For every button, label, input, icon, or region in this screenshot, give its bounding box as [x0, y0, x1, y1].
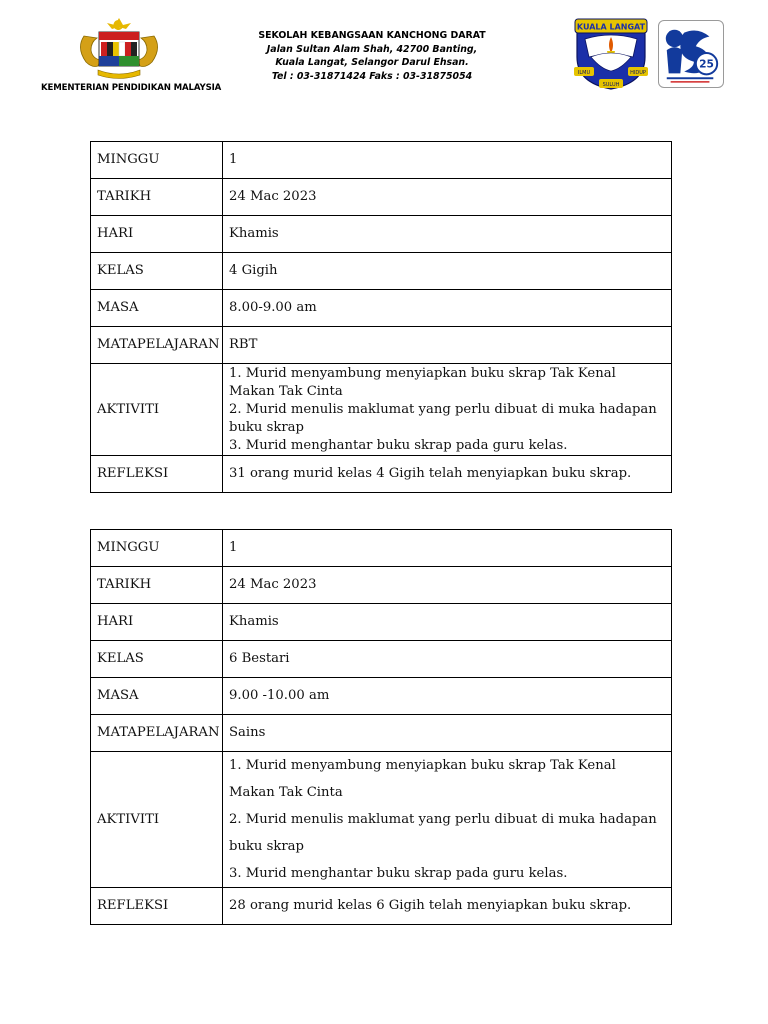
row-label: AKTIVITI — [91, 752, 223, 888]
school-name: SEKOLAH KEBANGSAAN KANCHONG DARAT — [258, 30, 486, 41]
row-label: REFLEKSI — [91, 456, 223, 493]
letterhead — [0, 0, 768, 110]
activity-record-table — [90, 141, 672, 493]
activity-item: 1. Murid menyambung menyiapkan buku skrap Tak Kenal Makan Tak Cinta — [229, 758, 616, 800]
district-logo-left: ILMU — [577, 70, 591, 76]
table-row — [91, 290, 672, 327]
row-value: 8.00-9.00 am — [223, 290, 672, 327]
row-label: MINGGU — [91, 530, 223, 567]
row-value: Khamis — [223, 216, 672, 253]
row-value: 1 — [223, 530, 672, 567]
anniversary-emblem-icon — [659, 21, 723, 87]
row-label: AKTIVITI — [91, 364, 223, 456]
malaysia-coat-of-arms-icon — [76, 16, 162, 82]
district-logo-title: KUALA LANGAT — [576, 22, 646, 32]
row-label: MATAPELAJARAN — [91, 327, 223, 364]
table-row — [91, 253, 672, 290]
kuala-langat-district-logo — [571, 17, 651, 91]
row-label: MASA — [91, 678, 223, 715]
row-value: 24 Mac 2023 — [223, 567, 672, 604]
row-value: 31 orang murid kelas 4 Gigih telah menyiapkan buku skrap. — [223, 456, 672, 493]
table-row — [91, 530, 672, 567]
activity-record-table — [90, 529, 672, 925]
activity-item: 2. Murid menulis maklumat yang perlu dibuat di muka hadapan buku skrap — [229, 812, 657, 854]
table-row — [91, 752, 672, 888]
row-label: MATAPELAJARAN — [91, 715, 223, 752]
activity-item: 1. Murid menyambung menyiapkan buku skrap Tak Kenal Makan Tak Cinta — [229, 365, 616, 399]
table-row — [91, 216, 672, 253]
row-value: 28 orang murid kelas 6 Gigih telah menyiapkan buku skrap. — [223, 888, 672, 925]
row-value: RBT — [223, 327, 672, 364]
row-label: MASA — [91, 290, 223, 327]
district-logo-right: HIDUP — [630, 70, 646, 76]
school-info — [252, 29, 492, 84]
row-value: 9.00 -10.00 am — [223, 678, 672, 715]
table-row — [91, 567, 672, 604]
activity-list — [223, 364, 672, 456]
school-contact: Tel : 03-31871424 Faks : 03-31875054 — [271, 71, 473, 83]
row-value: Khamis — [223, 604, 672, 641]
row-label: TARIKH — [91, 179, 223, 216]
table-row — [91, 604, 672, 641]
activity-item: 2. Murid menulis maklumat yang perlu dibuat di muka hadapan buku skrap — [229, 401, 657, 435]
table-row — [91, 715, 672, 752]
row-label: HARI — [91, 604, 223, 641]
row-label: REFLEKSI — [91, 888, 223, 925]
table-row — [91, 142, 672, 179]
anniversary-logo — [658, 20, 724, 88]
row-label: MINGGU — [91, 142, 223, 179]
row-value: 4 Gigih — [223, 253, 672, 290]
row-label: KELAS — [91, 253, 223, 290]
ministry-name: KEMENTERIAN PENDIDIKAN MALAYSIA — [41, 83, 222, 93]
table-row — [91, 327, 672, 364]
activity-item: 3. Murid menghantar buku skrap pada guru kelas. — [229, 866, 568, 881]
row-value: 1 — [223, 142, 672, 179]
row-value: 6 Bestari — [223, 641, 672, 678]
row-label: TARIKH — [91, 567, 223, 604]
table-row — [91, 456, 672, 493]
activity-list — [223, 752, 672, 888]
table-row — [91, 179, 672, 216]
district-logo-center: SULUH — [602, 82, 620, 88]
table-row — [91, 888, 672, 925]
table-row — [91, 678, 672, 715]
row-label: HARI — [91, 216, 223, 253]
anniversary-number: 25 — [699, 57, 714, 71]
row-value: Sains — [223, 715, 672, 752]
school-address-line-1: Jalan Sultan Alam Shah, 42700 Banting, — [266, 43, 478, 55]
table-row — [91, 364, 672, 456]
table-row — [91, 641, 672, 678]
row-label: KELAS — [91, 641, 223, 678]
school-address-line-2: Kuala Langat, Selangor Darul Ehsan. — [275, 57, 469, 69]
activity-item: 3. Murid menghantar buku skrap pada guru kelas. — [229, 437, 568, 453]
row-value: 24 Mac 2023 — [223, 179, 672, 216]
